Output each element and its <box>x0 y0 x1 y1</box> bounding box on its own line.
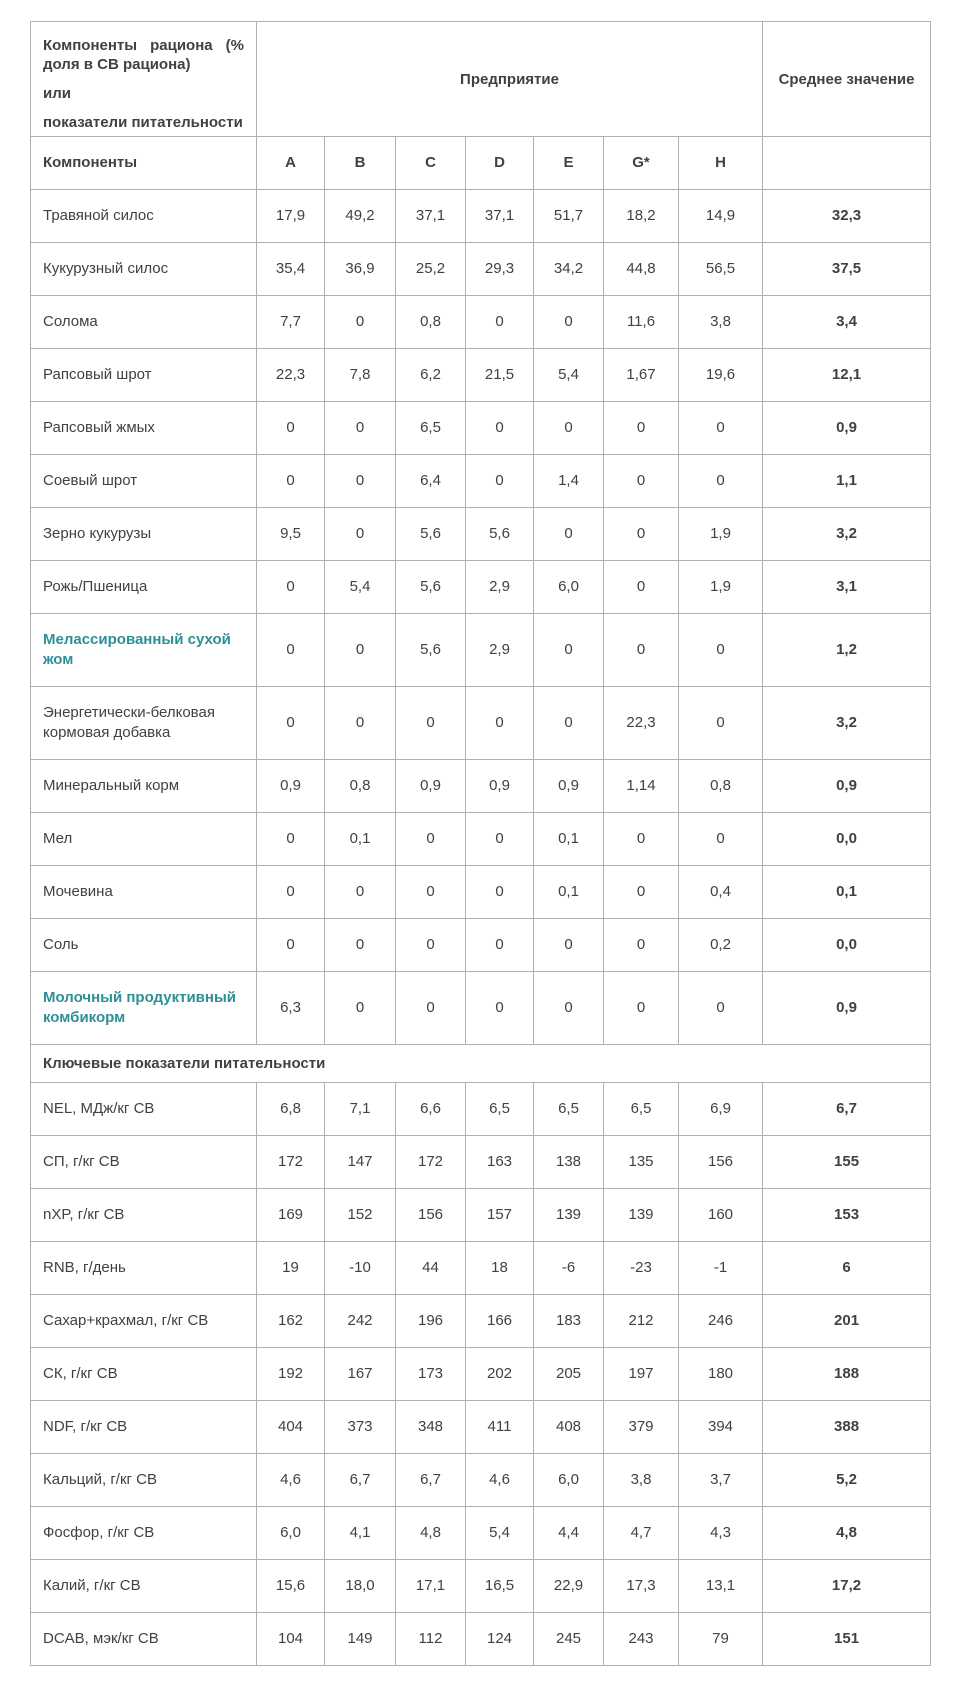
row-label: Рожь/Пшеница <box>31 561 257 614</box>
cell-value: 242 <box>325 1295 396 1348</box>
cell-value: 156 <box>396 1189 466 1242</box>
col-header-b: B <box>325 137 396 190</box>
column-header-row <box>31 137 931 190</box>
header-line-1: Компоненты рациона (% доля в СВ рациона) <box>43 37 244 73</box>
row-label: Сахар+крахмал, г/кг СВ <box>31 1295 257 1348</box>
table-row <box>31 760 931 813</box>
cell-value: 0 <box>325 614 396 687</box>
cell-value: 0 <box>604 866 679 919</box>
col-header-a: A <box>257 137 325 190</box>
cell-value: 135 <box>604 1136 679 1189</box>
cell-value: 0 <box>466 813 534 866</box>
cell-value: 0 <box>604 614 679 687</box>
row-label: Солома <box>31 296 257 349</box>
cell-value: 0 <box>257 866 325 919</box>
cell-value: 1,9 <box>679 508 763 561</box>
header-line-3: показатели питательности <box>43 114 243 131</box>
cell-value: 183 <box>534 1295 604 1348</box>
cell-value: 6,7 <box>396 1454 466 1507</box>
header-line-2: или <box>43 85 71 102</box>
cell-value: 4,1 <box>325 1507 396 1560</box>
cell-value: 0 <box>257 402 325 455</box>
cell-value: 169 <box>257 1189 325 1242</box>
cell-value: 0 <box>257 561 325 614</box>
cell-value: 5,4 <box>466 1507 534 1560</box>
cell-value: 51,7 <box>534 190 604 243</box>
row-mean-value: 153 <box>763 1189 931 1242</box>
cell-value: 0 <box>325 455 396 508</box>
cell-value: 166 <box>466 1295 534 1348</box>
table-row <box>31 1242 931 1295</box>
cell-value: 6,0 <box>534 1454 604 1507</box>
cell-value: 1,67 <box>604 349 679 402</box>
cell-value: 0,2 <box>679 919 763 972</box>
cell-value: 4,6 <box>257 1454 325 1507</box>
cell-value: 5,6 <box>466 508 534 561</box>
table-row <box>31 1189 931 1242</box>
cell-value: 49,2 <box>325 190 396 243</box>
cell-value: 0 <box>534 972 604 1045</box>
cell-value: 0,1 <box>534 813 604 866</box>
cell-value: 6,4 <box>396 455 466 508</box>
row-mean-value: 388 <box>763 1401 931 1454</box>
cell-value: 0 <box>396 972 466 1045</box>
table-row <box>31 1507 931 1560</box>
cell-value: 17,9 <box>257 190 325 243</box>
cell-value: 0 <box>534 402 604 455</box>
cell-value: 6,7 <box>325 1454 396 1507</box>
row-mean-value: 12,1 <box>763 349 931 402</box>
row-label: RNB, г/день <box>31 1242 257 1295</box>
cell-value: 14,9 <box>679 190 763 243</box>
cell-value: 246 <box>679 1295 763 1348</box>
cell-value: 373 <box>325 1401 396 1454</box>
cell-value: 0,4 <box>679 866 763 919</box>
cell-value: 6,2 <box>396 349 466 402</box>
cell-value: 17,3 <box>604 1560 679 1613</box>
cell-value: 37,1 <box>396 190 466 243</box>
cell-value: 0 <box>325 972 396 1045</box>
row-label: Соль <box>31 919 257 972</box>
table-row <box>31 1401 931 1454</box>
table-row <box>31 866 931 919</box>
row-label: Минеральный корм <box>31 760 257 813</box>
cell-value: 0 <box>325 402 396 455</box>
cell-value: 22,9 <box>534 1560 604 1613</box>
cell-value: 0 <box>325 508 396 561</box>
cell-value: 192 <box>257 1348 325 1401</box>
cell-value: 167 <box>325 1348 396 1401</box>
cell-value: 15,6 <box>257 1560 325 1613</box>
row-mean-value: 32,3 <box>763 190 931 243</box>
cell-value: 348 <box>396 1401 466 1454</box>
ration-table <box>30 21 931 1666</box>
cell-value: 1,4 <box>534 455 604 508</box>
group-header-row <box>31 22 931 137</box>
cell-value: 245 <box>534 1613 604 1666</box>
cell-value: -1 <box>679 1242 763 1295</box>
col-header-d: D <box>466 137 534 190</box>
cell-value: 6,6 <box>396 1083 466 1136</box>
cell-value: 2,9 <box>466 561 534 614</box>
cell-value: 0 <box>679 972 763 1045</box>
cell-value: 180 <box>679 1348 763 1401</box>
cell-value: 243 <box>604 1613 679 1666</box>
cell-value: 0 <box>534 296 604 349</box>
row-label: Соевый шрот <box>31 455 257 508</box>
cell-value: 160 <box>679 1189 763 1242</box>
cell-value: 7,1 <box>325 1083 396 1136</box>
cell-value: 0,1 <box>534 866 604 919</box>
row-mean-value: 151 <box>763 1613 931 1666</box>
col-header-e: E <box>534 137 604 190</box>
cell-value: 11,6 <box>604 296 679 349</box>
cell-value: 13,1 <box>679 1560 763 1613</box>
row-mean-value: 6,7 <box>763 1083 931 1136</box>
cell-value: 0 <box>396 813 466 866</box>
cell-value: 3,7 <box>679 1454 763 1507</box>
cell-value: 379 <box>604 1401 679 1454</box>
row-mean-value: 1,1 <box>763 455 931 508</box>
row-label: Рапсовый шрот <box>31 349 257 402</box>
cell-value: 0 <box>604 919 679 972</box>
cell-value: 0 <box>257 919 325 972</box>
cell-value: 0 <box>257 813 325 866</box>
cell-value: 18,0 <box>325 1560 396 1613</box>
cell-value: 0 <box>396 919 466 972</box>
table-row <box>31 402 931 455</box>
row-label: Калий, г/кг СВ <box>31 1560 257 1613</box>
cell-value: 147 <box>325 1136 396 1189</box>
row-label: СК, г/кг СВ <box>31 1348 257 1401</box>
row-label: Травяной силос <box>31 190 257 243</box>
cell-value: 172 <box>396 1136 466 1189</box>
cell-value: 5,6 <box>396 561 466 614</box>
cell-value: 0 <box>325 296 396 349</box>
col-header-h: H <box>679 137 763 190</box>
row-mean-value: 0,1 <box>763 866 931 919</box>
cell-value: 0 <box>534 614 604 687</box>
cell-value: 104 <box>257 1613 325 1666</box>
cell-value: 25,2 <box>396 243 466 296</box>
cell-value: 18 <box>466 1242 534 1295</box>
cell-value: 3,8 <box>679 296 763 349</box>
row-mean-value: 5,2 <box>763 1454 931 1507</box>
cell-value: 0 <box>257 687 325 760</box>
cell-value: 1,9 <box>679 561 763 614</box>
row-label: DCAB, мэк/кг СВ <box>31 1613 257 1666</box>
cell-value: 0 <box>466 687 534 760</box>
cell-value: 44,8 <box>604 243 679 296</box>
cell-value: 0 <box>604 813 679 866</box>
cell-value: 4,6 <box>466 1454 534 1507</box>
cell-value: 0 <box>679 402 763 455</box>
cell-value: 408 <box>534 1401 604 1454</box>
cell-value: 35,4 <box>257 243 325 296</box>
section-row <box>31 1045 931 1083</box>
cell-value: 9,5 <box>257 508 325 561</box>
cell-value: 404 <box>257 1401 325 1454</box>
row-label: Мелассированный сухой жом <box>31 614 257 687</box>
table-row <box>31 1136 931 1189</box>
components-column-header: Компоненты <box>31 137 257 190</box>
cell-value: 6,5 <box>396 402 466 455</box>
row-mean-value: 3,2 <box>763 687 931 760</box>
table-row <box>31 1454 931 1507</box>
cell-value: 5,4 <box>325 561 396 614</box>
row-label: Мел <box>31 813 257 866</box>
cell-value: 0,9 <box>257 760 325 813</box>
table-row <box>31 919 931 972</box>
cell-value: 0 <box>325 687 396 760</box>
enterprise-group-header: Предприятие <box>257 22 763 137</box>
cell-value: 5,4 <box>534 349 604 402</box>
section-title: Ключевые показатели питательности <box>31 1045 931 1083</box>
mean-column-subheader <box>763 137 931 190</box>
cell-value: 0,9 <box>534 760 604 813</box>
cell-value: 6,9 <box>679 1083 763 1136</box>
row-label: nXP, г/кг СВ <box>31 1189 257 1242</box>
cell-value: 0 <box>466 455 534 508</box>
cell-value: 16,5 <box>466 1560 534 1613</box>
cell-value: 3,8 <box>604 1454 679 1507</box>
cell-value: 1,14 <box>604 760 679 813</box>
cell-value: 173 <box>396 1348 466 1401</box>
table-row <box>31 1613 931 1666</box>
row-label: NDF, г/кг СВ <box>31 1401 257 1454</box>
table-row <box>31 813 931 866</box>
cell-value: 0 <box>679 813 763 866</box>
cell-value: 163 <box>466 1136 534 1189</box>
cell-value: 37,1 <box>466 190 534 243</box>
table-row <box>31 190 931 243</box>
cell-value: 56,5 <box>679 243 763 296</box>
cell-value: 124 <box>466 1613 534 1666</box>
cell-value: 0,9 <box>396 760 466 813</box>
cell-value: 0 <box>679 614 763 687</box>
cell-value: 0 <box>466 866 534 919</box>
cell-value: 0 <box>466 972 534 1045</box>
cell-value: 139 <box>534 1189 604 1242</box>
cell-value: 17,1 <box>396 1560 466 1613</box>
row-mean-value: 0,0 <box>763 813 931 866</box>
table-row <box>31 508 931 561</box>
cell-value: 0 <box>679 687 763 760</box>
row-mean-value: 201 <box>763 1295 931 1348</box>
row-label: Кальций, г/кг СВ <box>31 1454 257 1507</box>
cell-value: 6,0 <box>257 1507 325 1560</box>
table-row <box>31 614 931 687</box>
row-mean-value: 3,4 <box>763 296 931 349</box>
cell-value: 19,6 <box>679 349 763 402</box>
cell-value: 138 <box>534 1136 604 1189</box>
cell-value: 0 <box>325 866 396 919</box>
cell-value: 0 <box>534 919 604 972</box>
table-row <box>31 1560 931 1613</box>
cell-value: 36,9 <box>325 243 396 296</box>
cell-value: 2,9 <box>466 614 534 687</box>
cell-value: 149 <box>325 1613 396 1666</box>
col-header-c: C <box>396 137 466 190</box>
table-row <box>31 561 931 614</box>
row-mean-value: 1,2 <box>763 614 931 687</box>
table-row <box>31 1348 931 1401</box>
cell-value: 7,7 <box>257 296 325 349</box>
table-row <box>31 687 931 760</box>
cell-value: 29,3 <box>466 243 534 296</box>
cell-value: 0 <box>679 455 763 508</box>
cell-value: 19 <box>257 1242 325 1295</box>
row-mean-value: 3,2 <box>763 508 931 561</box>
row-label: Кукурузный силос <box>31 243 257 296</box>
row-label: NEL, МДж/кг СВ <box>31 1083 257 1136</box>
table-row <box>31 1083 931 1136</box>
cell-value: 4,3 <box>679 1507 763 1560</box>
cell-value: 22,3 <box>604 687 679 760</box>
cell-value: 4,4 <box>534 1507 604 1560</box>
cell-value: 5,6 <box>396 614 466 687</box>
cell-value: 4,7 <box>604 1507 679 1560</box>
cell-value: 411 <box>466 1401 534 1454</box>
row-mean-value: 0,9 <box>763 402 931 455</box>
cell-value: 6,3 <box>257 972 325 1045</box>
cell-value: 0 <box>604 561 679 614</box>
row-mean-value: 3,1 <box>763 561 931 614</box>
cell-value: 34,2 <box>534 243 604 296</box>
cell-value: 6,5 <box>466 1083 534 1136</box>
cell-value: 0 <box>257 614 325 687</box>
cell-value: 0,8 <box>325 760 396 813</box>
row-mean-value: 4,8 <box>763 1507 931 1560</box>
cell-value: 7,8 <box>325 349 396 402</box>
cell-value: 0 <box>396 687 466 760</box>
row-label: Мочевина <box>31 866 257 919</box>
row-label: Зерно кукурузы <box>31 508 257 561</box>
cell-value: 0 <box>466 402 534 455</box>
cell-value: 21,5 <box>466 349 534 402</box>
cell-value: 0 <box>604 455 679 508</box>
cell-value: 0,9 <box>466 760 534 813</box>
table-row <box>31 296 931 349</box>
cell-value: 22,3 <box>257 349 325 402</box>
cell-value: 0,8 <box>396 296 466 349</box>
cell-value: 0 <box>604 402 679 455</box>
cell-value: 79 <box>679 1613 763 1666</box>
cell-value: 162 <box>257 1295 325 1348</box>
row-mean-value: 17,2 <box>763 1560 931 1613</box>
cell-value: 18,2 <box>604 190 679 243</box>
row-label: СП, г/кг СВ <box>31 1136 257 1189</box>
cell-value: 0 <box>325 919 396 972</box>
row-mean-value: 0,9 <box>763 972 931 1045</box>
row-label: Энергетически-белковая кормовая добавка <box>31 687 257 760</box>
table-row <box>31 455 931 508</box>
cell-value: 0 <box>396 866 466 919</box>
row-mean-value: 0,9 <box>763 760 931 813</box>
row-mean-value: 155 <box>763 1136 931 1189</box>
col-header-g: G* <box>604 137 679 190</box>
cell-value: 394 <box>679 1401 763 1454</box>
cell-value: 0 <box>604 972 679 1045</box>
cell-value: 112 <box>396 1613 466 1666</box>
cell-value: 156 <box>679 1136 763 1189</box>
cell-value: 6,0 <box>534 561 604 614</box>
table-row <box>31 1295 931 1348</box>
cell-value: 44 <box>396 1242 466 1295</box>
row-mean-value: 37,5 <box>763 243 931 296</box>
cell-value: 6,5 <box>534 1083 604 1136</box>
table-body <box>31 190 931 1666</box>
table-row <box>31 349 931 402</box>
table-row <box>31 243 931 296</box>
row-label: Рапсовый жмых <box>31 402 257 455</box>
cell-value: 0 <box>604 508 679 561</box>
cell-value: 157 <box>466 1189 534 1242</box>
row-mean-value: 188 <box>763 1348 931 1401</box>
cell-value: 172 <box>257 1136 325 1189</box>
cell-value: 0 <box>466 296 534 349</box>
row-label: Молочный продуктивный комбикорм <box>31 972 257 1045</box>
cell-value: 0 <box>257 455 325 508</box>
cell-value: -10 <box>325 1242 396 1295</box>
row-mean-value: 0,0 <box>763 919 931 972</box>
cell-value: 4,8 <box>396 1507 466 1560</box>
cell-value: -6 <box>534 1242 604 1295</box>
cell-value: -23 <box>604 1242 679 1295</box>
mean-column-header: Среднее значение <box>763 22 931 137</box>
cell-value: 139 <box>604 1189 679 1242</box>
cell-value: 6,5 <box>604 1083 679 1136</box>
cell-value: 0,8 <box>679 760 763 813</box>
cell-value: 197 <box>604 1348 679 1401</box>
cell-value: 0 <box>534 508 604 561</box>
cell-value: 0 <box>466 919 534 972</box>
cell-value: 205 <box>534 1348 604 1401</box>
cell-value: 196 <box>396 1295 466 1348</box>
cell-value: 212 <box>604 1295 679 1348</box>
row-label: Фосфор, г/кг СВ <box>31 1507 257 1560</box>
cell-value: 5,6 <box>396 508 466 561</box>
cell-value: 0 <box>534 687 604 760</box>
cell-value: 152 <box>325 1189 396 1242</box>
ration-components-header <box>31 22 257 137</box>
cell-value: 202 <box>466 1348 534 1401</box>
cell-value: 0,1 <box>325 813 396 866</box>
row-mean-value: 6 <box>763 1242 931 1295</box>
table-row <box>31 972 931 1045</box>
cell-value: 6,8 <box>257 1083 325 1136</box>
